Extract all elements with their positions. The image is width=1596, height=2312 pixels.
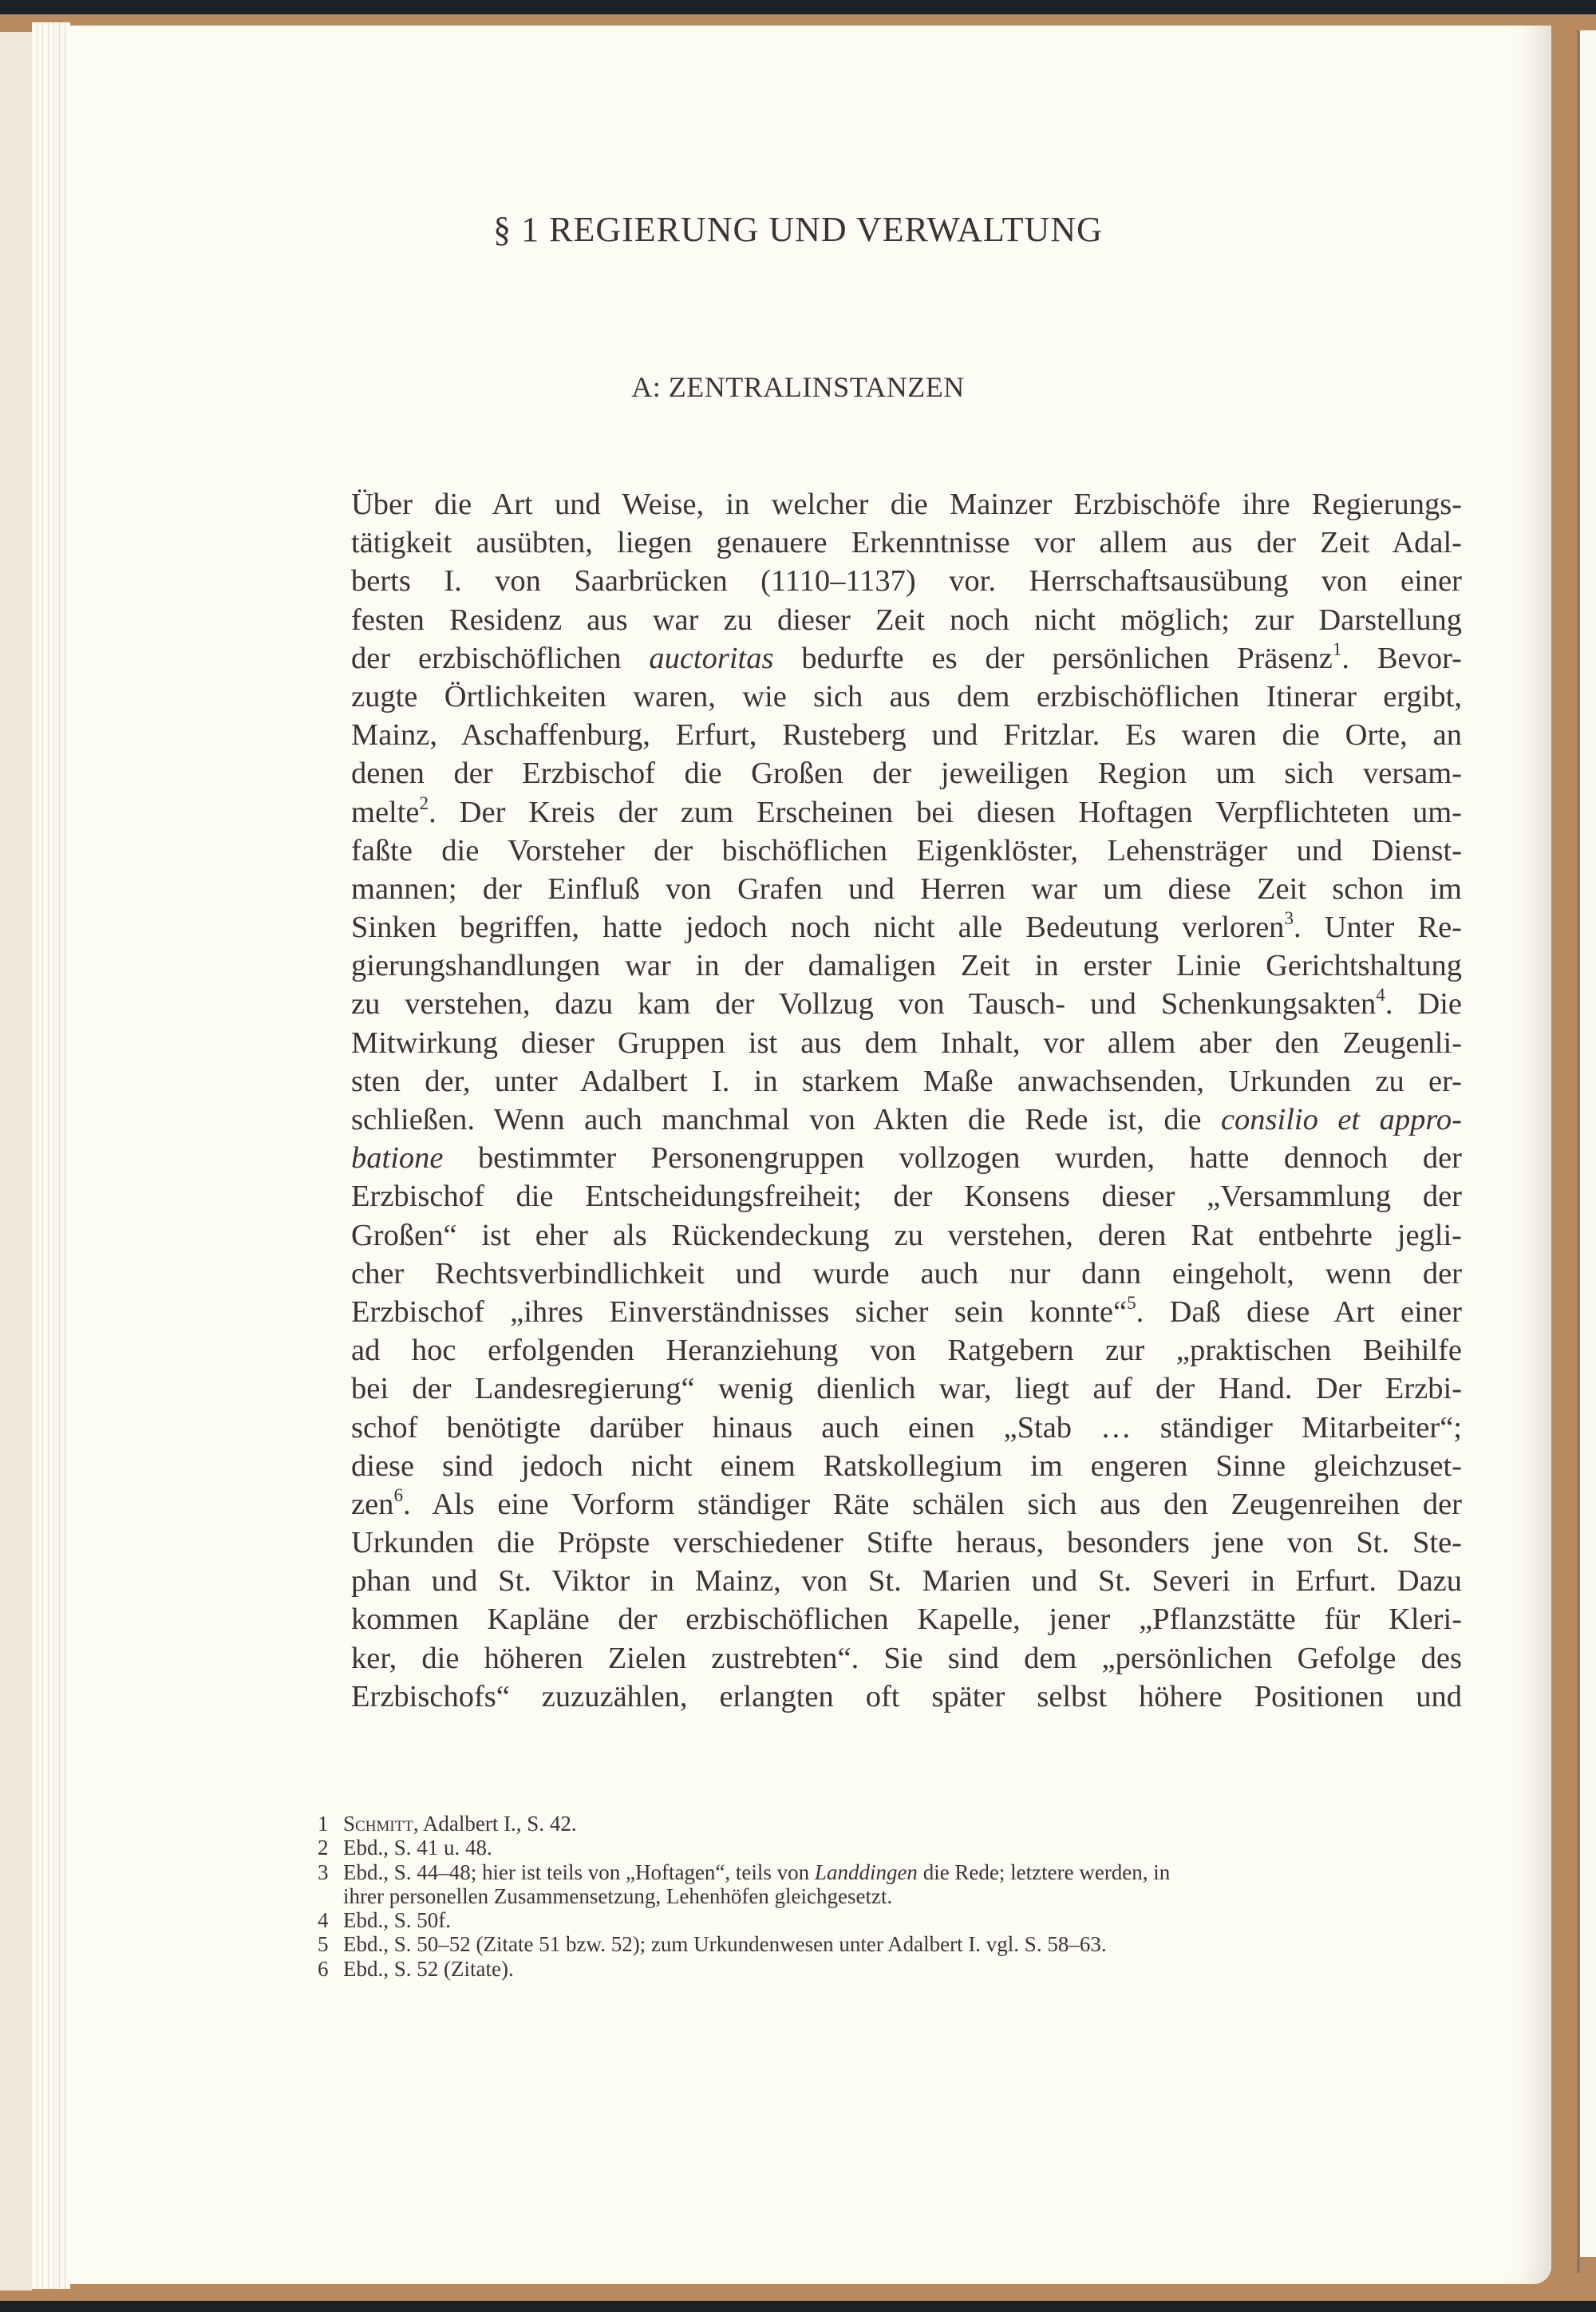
next-page-sliver (1580, 30, 1596, 2257)
footnote-number: 6 (318, 1956, 329, 1981)
text-run: schließen. Wenn auch manchmal von Akten die Rede ist, die (351, 1103, 1221, 1136)
footnote (318, 1812, 1467, 1836)
text-run: der erzbischöflichen (351, 641, 650, 675)
body-line (351, 1409, 1462, 1447)
footnotes (318, 1812, 1467, 1981)
body-line (351, 832, 1462, 870)
text-run: zu verstehen, dazu kam der Vollzug von Tausch- und Schenkungsakten (351, 987, 1377, 1022)
body-line (351, 793, 1462, 832)
footnote-marker: 6 (393, 1484, 403, 1505)
chapter-title: § 1 REGIERUNG UND VERWALTUNG (493, 210, 1103, 249)
footnote-continuation (318, 1884, 1467, 1908)
text-run: mannen; der Einfluß von Grafen und Herren war um diese Zeit schon im (351, 871, 1462, 906)
footnote-text (343, 1932, 1467, 1956)
text-run: melte (351, 795, 420, 829)
text-run: , Adalbert I., S. 42. (413, 1812, 577, 1836)
text-run: Ebd., S. 41 u. 48. (343, 1836, 492, 1860)
text-run: . Als eine Vorform ständiger Räte schälen sich aus den Zeugenreihen der (402, 1487, 1462, 1521)
text-run: ihrer personellen Zusammensetzung, Lehenhöfen gleichgesetzt. (343, 1883, 893, 1908)
body-line (351, 1255, 1462, 1293)
text-run: Erzbischofs“ zuzuzählen, erlangten oft später selbst höhere Positionen und (351, 1679, 1462, 1713)
footnote-number: 1 (318, 1812, 329, 1836)
footnote (318, 1957, 1467, 1981)
text-run: . Die (1385, 987, 1462, 1022)
text-run: Mainz, Aschaffenburg, Erfurt, Rusteberg und Fritzlar. Es waren die Orte, an (351, 718, 1462, 753)
text-run: schof benötigte darüber hinaus auch einen „Stab … ständiger Mitarbeiter“; (351, 1410, 1462, 1445)
text-run: Sinken begriffen, hatte jedoch noch nicht alle Bedeutung verloren (351, 911, 1285, 945)
body-line (351, 524, 1462, 562)
footnote-number: 3 (318, 1859, 329, 1884)
body-line (351, 1293, 1462, 1331)
body-line (351, 1177, 1462, 1215)
text-run: . Daß diese Art einer (1136, 1294, 1462, 1329)
text-run: bedurfte es der persönlichen Präsenz (773, 641, 1333, 675)
text-run: die Rede; letztere werden, in (917, 1859, 1171, 1884)
footnote-number (318, 1884, 343, 1908)
body-line (351, 1216, 1462, 1255)
body-line (351, 1331, 1462, 1369)
body-line (351, 1139, 1462, 1177)
body-line (351, 870, 1462, 908)
text-run: gierungshandlungen war in der damaligen Zeit in erster Linie Gerichtshaltung (351, 949, 1462, 983)
footnote-number: 4 (318, 1908, 329, 1933)
footnote-marker: 3 (1284, 907, 1294, 928)
text-run: sten der, unter Adalbert I. in starkem Maße anwachsenden, Urkunden zu er- (351, 1064, 1462, 1098)
page-stack-edges (32, 22, 70, 2289)
italic-text: batione (351, 1141, 444, 1176)
footnote (318, 1860, 1467, 1884)
text-run: Erzbischof die Entscheidungsfreiheit; der Konsens dieser „Versammlung der (351, 1180, 1462, 1214)
body-line (351, 1678, 1462, 1716)
body-line (351, 1639, 1462, 1678)
text-run: ker, die höheren Zielen zustrebten“. Sie sind dem „persönlichen Gefolge des (351, 1641, 1462, 1675)
body-line (351, 1369, 1462, 1408)
footnote-text (343, 1860, 1467, 1884)
footnote-marker: 4 (1376, 984, 1385, 1006)
text-run: . Der Kreis der zum Erscheinen bei diesen Hoftagen Verpflichteten um- (429, 795, 1462, 829)
text-run: Ebd., S. 52 (Zitate). (343, 1956, 514, 1981)
footnote-text (343, 1836, 1467, 1859)
text-run: ad hoc erfolgenden Heranziehung von Ratgebern zur „praktischen Beihilfe (351, 1334, 1462, 1368)
footnote-text (343, 1884, 1467, 1908)
body-line (351, 639, 1462, 678)
text-run: Urkunden die Pröpste verschiedener Stifte heraus, besonders jene von St. Ste- (351, 1526, 1462, 1560)
body-line (351, 562, 1462, 600)
text-run: Mitwirkung dieser Gruppen ist aus dem Inhalt, vor allem aber den Zeugenli- (351, 1026, 1462, 1060)
body-line (351, 908, 1462, 947)
body-line (351, 1600, 1462, 1638)
text-run: . Unter Re- (1293, 911, 1463, 945)
body-line (351, 678, 1462, 716)
section-title: A: ZENTRALINSTANZEN (631, 371, 965, 403)
text-run: diese sind jedoch nicht einem Ratskollegium im engeren Sinne gleichzuset- (351, 1448, 1462, 1483)
author-name: Schmitt (343, 1812, 413, 1836)
footnote-marker: 1 (1332, 638, 1342, 659)
body-line (351, 485, 1462, 524)
body-line (351, 601, 1462, 639)
footnote-number: 5 (318, 1932, 329, 1957)
footnote-marker: 2 (419, 792, 429, 813)
text-run: bestimmter Personengruppen vollzogen wurden, hatte dennoch der (443, 1141, 1462, 1176)
body-line (351, 716, 1462, 754)
text-run: denen der Erzbischof die Großen der jeweiligen Region um sich versam- (351, 757, 1462, 791)
footnote-number: 2 (318, 1836, 329, 1860)
text-run: Ebd., S. 44–48; hier ist teils von „Hoftagen“, teils von (343, 1859, 815, 1884)
footnote (318, 1932, 1467, 1956)
body-line (351, 1024, 1462, 1062)
footnote (318, 1836, 1467, 1859)
body-line (351, 1062, 1462, 1101)
body-line (351, 1562, 1462, 1600)
text-run: zen (351, 1487, 394, 1521)
text-run: Großen“ ist eher als Rückendeckung zu verstehen, deren Rat entbehrte jegli- (351, 1218, 1462, 1252)
body-text (351, 485, 1462, 1716)
text-run: zugte Örtlichkeiten waren, wie sich aus dem erzbischöflichen Itinerar ergibt, (351, 679, 1462, 713)
text-run: faßte die Vorsteher der bischöflichen Eigenklöster, Lehensträger und Dienst- (351, 833, 1462, 867)
body-line (351, 1524, 1462, 1562)
text-run: festen Residenz aus war zu dieser Zeit noch nicht möglich; zur Darstellung (351, 603, 1462, 637)
body-line (351, 1485, 1462, 1524)
italic-text: consilio et appro- (1220, 1103, 1462, 1136)
body-line (351, 985, 1462, 1023)
footnote-text (343, 1812, 1467, 1836)
text-run: Ebd., S. 50f. (343, 1908, 451, 1933)
text-run: Ebd., S. 50–52 (Zitate 51 bzw. 52); zum Urkundenwesen unter Adalbert I. vgl. S. 58–63. (343, 1932, 1107, 1957)
text-run: Erzbischof „ihres Einverständnisses sicher sein konnte“ (351, 1294, 1128, 1329)
text-run: . Bevor- (1341, 641, 1462, 675)
text-run: berts I. von Saarbrücken (1110–1137) vor. Herrschaftsausübung von einer (351, 564, 1462, 599)
body-line (351, 1101, 1462, 1139)
footnote-text (343, 1908, 1467, 1932)
body-line (351, 754, 1462, 792)
footnote-text (343, 1957, 1467, 1981)
text-run: phan und St. Viktor in Mainz, von St. Marien und St. Severi in Erfurt. Dazu (351, 1564, 1462, 1599)
footnote-marker: 5 (1127, 1291, 1136, 1313)
text-run: kommen Kapläne der erzbischöflichen Kapelle, jener „Pflanzstätte für Kleri- (351, 1603, 1462, 1637)
italic-text: Landdingen (814, 1859, 918, 1884)
text-run: cher Rechtsverbindlichkeit und wurde auch nur dann eingeholt, wenn der (351, 1256, 1462, 1290)
footnote (318, 1908, 1467, 1932)
body-line (351, 947, 1462, 985)
italic-text: auctoritas (649, 641, 774, 675)
text-run: Über die Art und Weise, in welcher die Mainzer Erzbischöfe ihre Regierungs- (351, 488, 1462, 521)
text-run: tätigkeit ausübten, liegen genauere Erkenntnisse vor allem aus der Zeit Adal- (351, 526, 1462, 560)
text-run: bei der Landesregierung“ wenig dienlich war, liegt auf der Hand. Der Erzbi- (351, 1372, 1462, 1406)
body-line (351, 1447, 1462, 1485)
